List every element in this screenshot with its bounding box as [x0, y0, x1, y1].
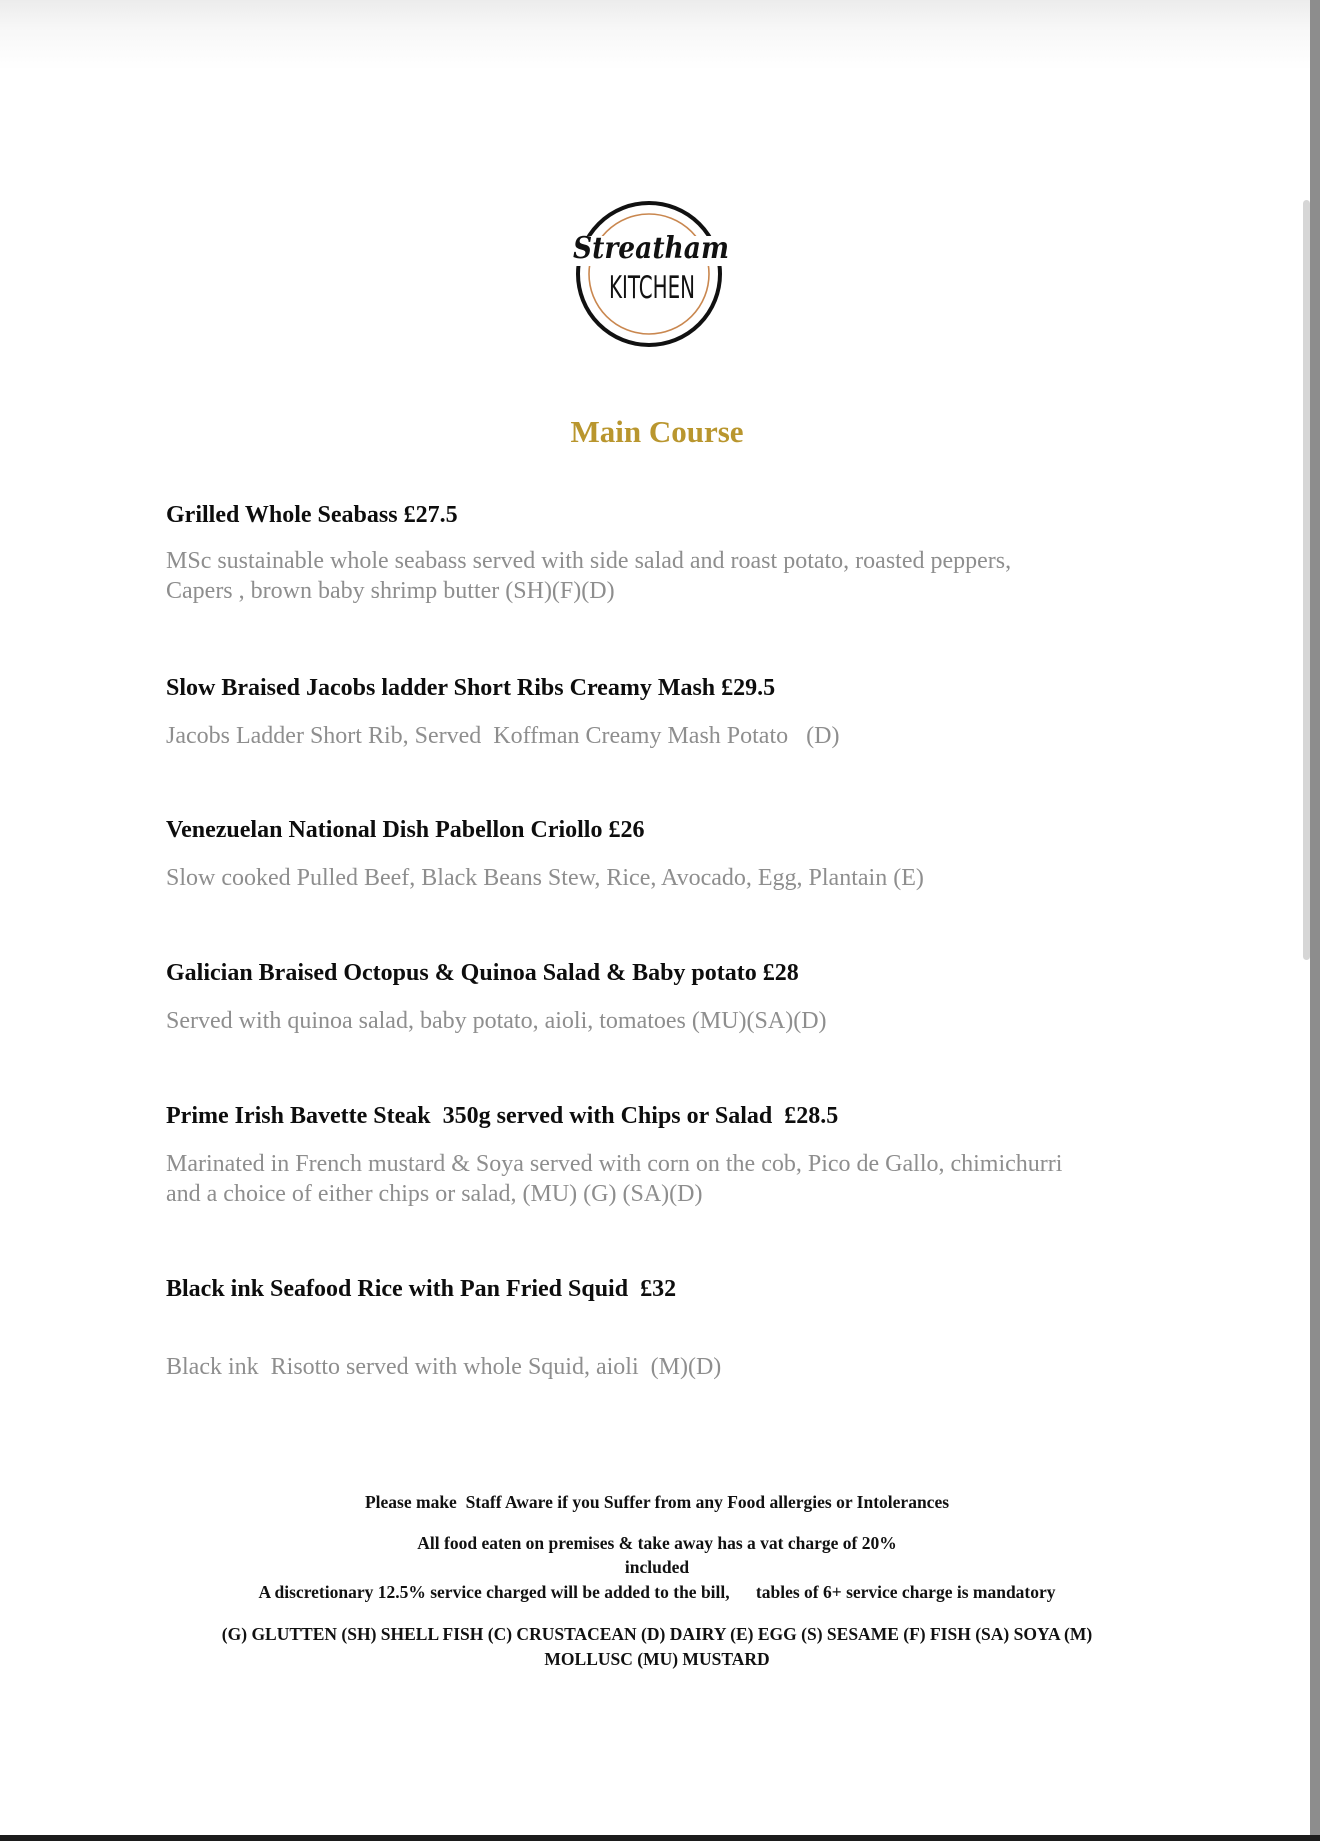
- top-shadow: [0, 0, 1310, 70]
- vat-notice-line-2: included: [624, 1557, 690, 1577]
- restaurant-logo: [573, 199, 729, 349]
- vat-notice-line-1: All food eaten on premises & take away has a vat charge of 20%: [417, 1533, 897, 1553]
- menu-item-description: MSc sustainable whole seabass served with side salad and roast potato, roasted peppers, Capers , brown baby shrimp butter (SH)(F)(D): [166, 548, 1012, 604]
- service-charge-notice: A discretionary 12.5% service charged will be added to the bill, tables of 6+ service charge is mandatory: [258, 1582, 1056, 1602]
- menu-item-title: Black ink Seafood Rice with Pan Fried Squid £32: [166, 1276, 677, 1302]
- menu-item-description: Slow cooked Pulled Beef, Black Beans Stew, Rice, Avocado, Egg, Plantain (E): [166, 865, 924, 891]
- menu-item-title: Venezuelan National Dish Pabellon Criollo £26: [166, 817, 645, 843]
- menu-item: [166, 1101, 1166, 1209]
- allergen-key-line-1: (G) GLUTTEN (SH) SHELL FISH (C) CRUSTACEAN (D) DAIRY (E) EGG (S) SESAME (F) FISH (SA) SOYA (M): [221, 1624, 1093, 1644]
- allergy-notice: Please make Staff Aware if you Suffer from any Food allergies or Intolerances: [364, 1492, 950, 1512]
- logo-script-text: Streatham: [573, 231, 729, 266]
- section-title: Main Course: [570, 414, 744, 449]
- menu-item: [166, 815, 1166, 893]
- menu-item-title: Galician Braised Octopus & Quinoa Salad & Baby potato £28: [166, 960, 799, 986]
- menu-item: [166, 500, 1166, 606]
- menu-item: [166, 958, 1166, 1036]
- window-right-edge: [1310, 0, 1320, 1841]
- menu-item-title: Slow Braised Jacobs ladder Short Ribs Creamy Mash £29.5: [166, 675, 776, 701]
- logo-block-text: KITCHEN: [609, 270, 695, 306]
- vertical-scrollbar[interactable]: [1303, 200, 1310, 960]
- menu-item: [166, 1274, 1166, 1382]
- menu-item-description: Marinated in French mustard & Soya served with corn on the cob, Pico de Gallo, chimichurri and a choice of either chips or salad, (MU) (G) (SA)(D): [166, 1151, 1063, 1207]
- allergen-key-line-2: MOLLUSC (MU) MUSTARD: [544, 1649, 770, 1669]
- menu-item-title: Grilled Whole Seabass £27.5: [166, 502, 458, 528]
- menu-item-description: Served with quinoa salad, baby potato, aioli, tomatoes (MU)(SA)(D): [166, 1008, 827, 1034]
- menu-item-description: Black ink Risotto served with whole Squid, aioli (M)(D): [166, 1354, 722, 1380]
- menu-item: [166, 673, 1166, 751]
- logo-graphic: [573, 199, 729, 349]
- menu-item-title: Prime Irish Bavette Steak 350g served with Chips or Salad £28.5: [166, 1103, 839, 1129]
- window-bottom-edge: [0, 1835, 1320, 1841]
- menu-item-description: Jacobs Ladder Short Rib, Served Koffman Creamy Mash Potato (D): [166, 723, 840, 749]
